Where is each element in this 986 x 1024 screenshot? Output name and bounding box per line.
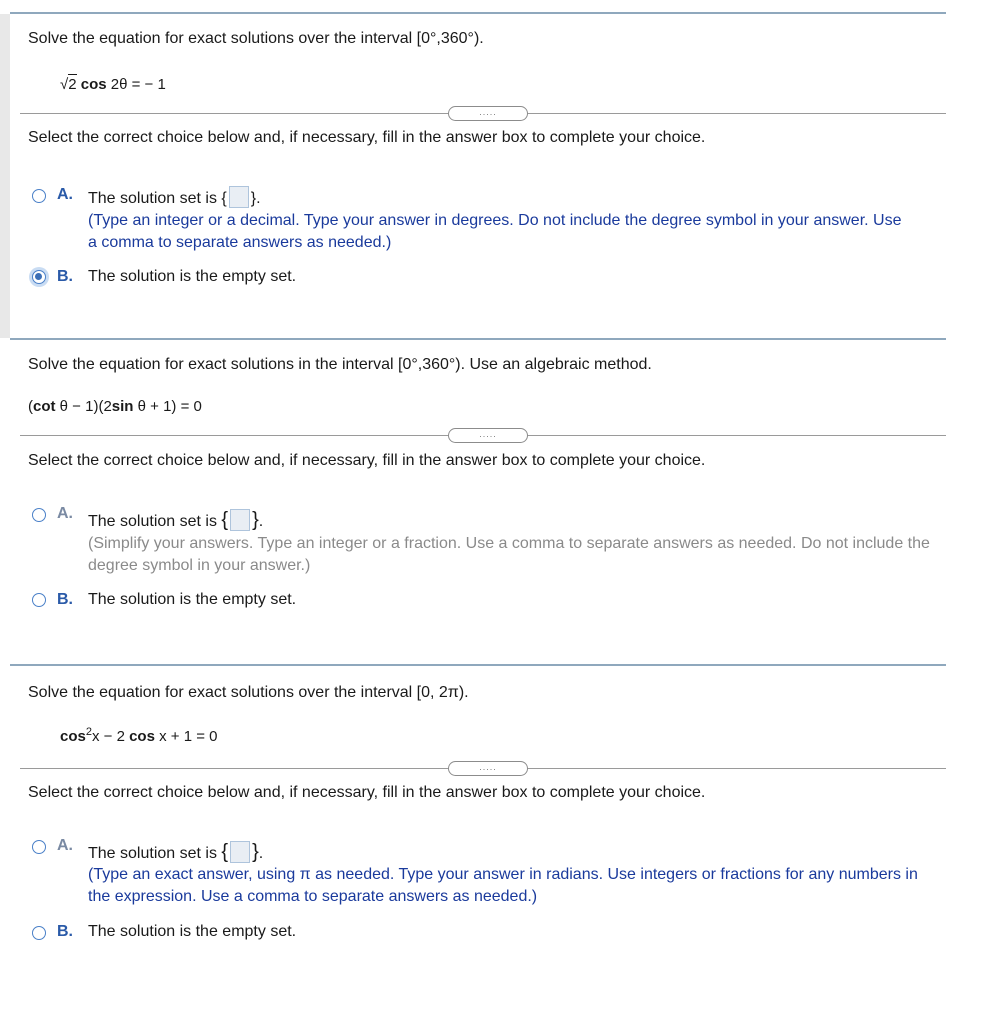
question-3-prompt: Solve the equation for exact solutions over the interval [0, 2π).: [28, 684, 469, 701]
paren-open: (: [28, 398, 33, 415]
question-3-equation: [60, 726, 218, 745]
question-1-instruction: Select the correct choice below and, if necessary, fill in the answer box to complete your choice.: [28, 129, 706, 146]
question-1-answer-box[interactable]: [229, 186, 249, 208]
question-2-more-button[interactable]: .....: [448, 428, 528, 443]
question-1-top-border: [10, 12, 946, 14]
question-1-choice-a-letter: A.: [57, 186, 73, 203]
question-1-panel: [10, 12, 946, 338]
cot-function: cot: [33, 398, 56, 415]
question-2-prompt: Solve the equation for exact solutions in the interval [0°,360°). Use an algebraic method.: [28, 356, 652, 373]
choice-a-text-post: }.: [250, 190, 261, 207]
question-2-choice-a-radio[interactable]: [32, 508, 46, 522]
question-1-equation: [60, 76, 166, 93]
question-2-instruction: Select the correct choice below and, if necessary, fill in the answer box to complete your choice.: [28, 452, 706, 469]
question-3-choice-b-radio[interactable]: [32, 926, 46, 940]
choice-a-text-pre: The solution set is: [88, 513, 217, 530]
brace-close: }: [252, 509, 259, 531]
question-2-choice-a-hint: (Simplify your answers. Type an integer or a fraction. Use a comma to separate answers as needed. Do not include the degree symbol in your answer.): [88, 535, 930, 574]
question-3-choice-b-text: The solution is the empty set.: [88, 923, 297, 940]
cos-function-2: cos: [129, 728, 155, 745]
brace-open: {: [221, 841, 229, 863]
sqrt-sign: √: [60, 76, 69, 93]
question-3-choice-a-radio[interactable]: [32, 840, 46, 854]
question-3-choice-b-letter: B.: [57, 923, 73, 940]
equation-rest: 2θ = − 1: [110, 76, 166, 93]
question-3-choice-a-hint: (Type an exact answer, using π as needed. Type your answer in radians. Use integers or fractions for any numbers in the expression. Use a comma to separate answers as needed.): [88, 866, 918, 905]
question-3-instruction: Select the correct choice below and, if necessary, fill in the answer box to complete your choice.: [28, 784, 706, 801]
question-1-choice-a-text: [88, 186, 261, 208]
equation-part-3: θ + 1) = 0: [137, 398, 202, 415]
sqrt-value: 2: [68, 76, 77, 93]
sin-function: sin: [111, 398, 134, 415]
equation-mid: x − 2: [91, 728, 125, 745]
question-3-more-button[interactable]: .....: [448, 761, 528, 776]
question-3-choice-a-text: The solution set is { }.: [88, 841, 264, 863]
question-2-choice-a-text: The solution set is { }.: [88, 509, 264, 531]
question-2-choice-b-radio[interactable]: [32, 593, 46, 607]
question-2-answer-box[interactable]: [230, 509, 250, 531]
question-1-choice-b-letter: B.: [57, 268, 73, 285]
question-3-answer-box[interactable]: [230, 841, 250, 863]
question-1-choice-a-hint: (Type an integer or a decimal. Type your answer in degrees. Do not include the degree symbol in your answer. Use a comma to separate answers as needed.): [88, 212, 902, 251]
question-2-top-border: [10, 338, 946, 340]
exponent: 2: [85, 726, 92, 738]
cos-function-1: cos: [60, 728, 86, 745]
question-2-choice-a-letter: A.: [57, 505, 73, 522]
question-1-choice-b-radio[interactable]: [32, 270, 46, 284]
choice-a-text-pre: The solution set is {: [88, 190, 227, 207]
cos-function: cos: [80, 76, 107, 93]
question-2-choice-b-letter: B.: [57, 591, 73, 608]
question-2-panel: [10, 338, 946, 664]
equation-end: x + 1 = 0: [159, 728, 218, 745]
question-2-choice-b-text: The solution is the empty set.: [88, 591, 297, 608]
question-1-choice-b-text: The solution is the empty set.: [88, 268, 297, 285]
question-1-choice-a-radio[interactable]: [32, 189, 46, 203]
question-1-prompt: Solve the equation for exact solutions over the interval [0°,360°).: [28, 30, 484, 47]
question-3-panel: [10, 664, 946, 1024]
choice-a-text-pre: The solution set is: [88, 845, 217, 862]
brace-open: {: [221, 509, 229, 531]
brace-close: }: [252, 841, 259, 863]
question-1-more-button[interactable]: .....: [448, 106, 528, 121]
question-1-left-bar: [0, 14, 10, 338]
question-3-top-border: [10, 664, 946, 666]
equation-part-2: θ − 1)(2: [59, 398, 112, 415]
question-2-equation: [28, 398, 202, 415]
question-3-choice-a-letter: A.: [57, 837, 73, 854]
